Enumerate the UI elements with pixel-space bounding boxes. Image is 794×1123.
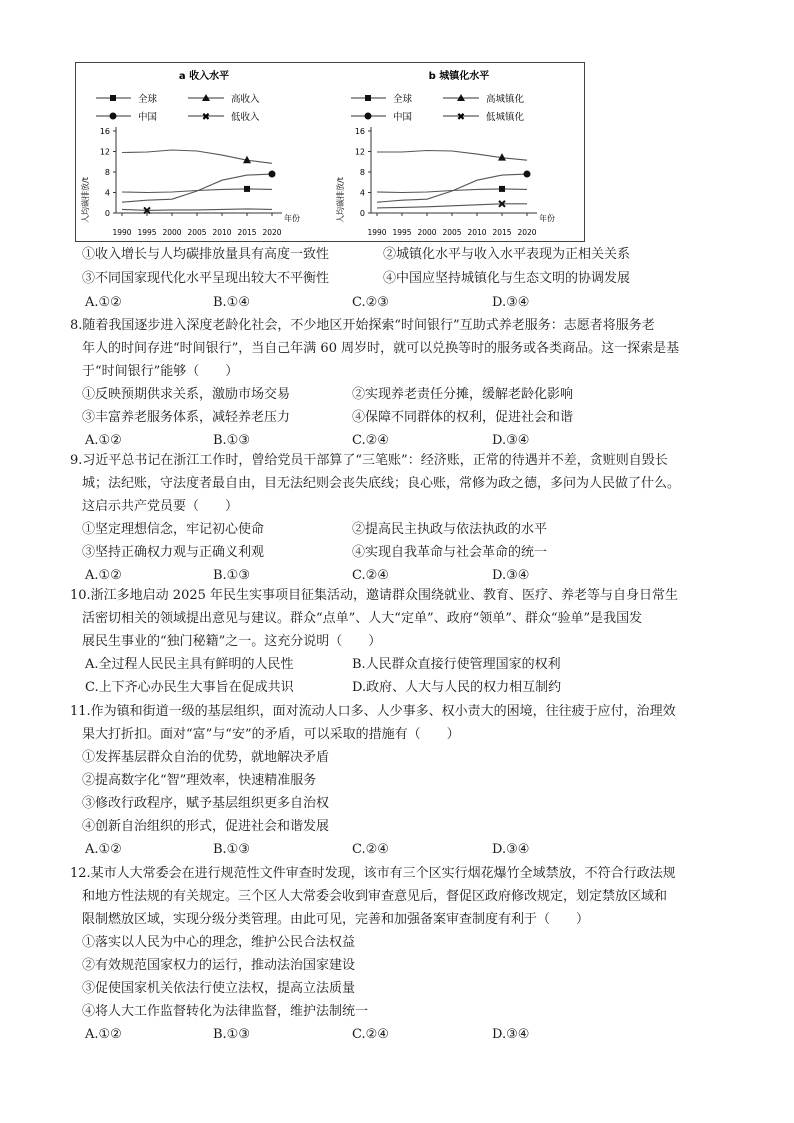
q7-option-a[interactable]: A.①② bbox=[85, 295, 122, 310]
legend-b-global: 全球 bbox=[393, 94, 413, 105]
y-tick-label: 8 bbox=[359, 168, 365, 177]
x-tick-label: 1990 bbox=[367, 228, 387, 237]
q9-option-a[interactable]: A.①② bbox=[85, 568, 122, 583]
q12-statement-3: ③促使国家机关依法行使立法权，提高立法质量 bbox=[82, 981, 356, 996]
chart-a-legend bbox=[96, 93, 260, 123]
q8-stem-line-1: 8.随着我国逐步进入深度老龄化社会，不少地区开始探索“时间银行”互助式养老服务：志愿者将服务老 bbox=[70, 318, 655, 333]
x-tick-label: 2015 bbox=[237, 228, 257, 237]
chart-b-legend bbox=[351, 93, 525, 123]
q10-stem-line-2: 活密切相关的领域提出意见与建议。群众“点单”、人大“定单”、政府“领单”、群众“验单”是我国发 bbox=[82, 611, 643, 626]
q9-statement-4: ④实现自我革命与社会革命的统一 bbox=[352, 545, 548, 560]
x-tick-label: 1995 bbox=[137, 228, 157, 237]
x-tick-label: 2000 bbox=[417, 228, 437, 237]
q12-stem-line-1: 12.某市人大常委会在进行规范性文件审查时发现，该市有三个区实行烟花爆竹全域禁放，不符合行政法规 bbox=[70, 866, 676, 881]
q8-option-a[interactable]: A.①② bbox=[85, 433, 122, 448]
q8-stem-line-2: 年人的时间存进“时间银行”，当自己年满 60 周岁时，就可以兑换等时的服务或各类商品。这一探索是基 bbox=[82, 341, 680, 356]
q12-stem-line-3: 限制燃放区域，实现分级分类管理。由此可见，完善和加强备案审查制度有利于（ ） bbox=[82, 912, 590, 927]
q10-stem-line-3: 展民生事业的“独门秘籍”之一。这充分说明（ ） bbox=[82, 634, 382, 649]
q8-statement-1: ①反映预期供求关系，激励市场交易 bbox=[82, 387, 291, 402]
q12-option-c[interactable]: C.②④ bbox=[352, 1027, 389, 1042]
y-tick-label: 16 bbox=[99, 127, 110, 136]
q12-statement-2: ②有效规范国家权力的运行，推动法治国家建设 bbox=[82, 958, 356, 973]
q7-option-c[interactable]: C.②③ bbox=[352, 295, 389, 310]
q11-statement-4: ④创新自治组织的形式，促进社会和谐发展 bbox=[82, 819, 330, 834]
q8-option-c[interactable]: C.②④ bbox=[352, 433, 389, 448]
x-tick-label: 2020 bbox=[517, 228, 537, 237]
x-tick-label: 1995 bbox=[392, 228, 412, 237]
y-tick-label: 12 bbox=[99, 147, 110, 157]
q9-statement-2: ②提高民主执政与依法执政的水平 bbox=[352, 522, 548, 537]
q11-statement-1: ①发挥基层群众自治的优势，就地解决矛盾 bbox=[82, 750, 330, 765]
q8-statement-4: ④保障不同群体的权利，促进社会和谐 bbox=[352, 410, 574, 425]
x-tick-label: 2005 bbox=[187, 228, 207, 237]
x-tick-label: 2010 bbox=[212, 228, 232, 237]
legend-a-china: 中国 bbox=[138, 112, 158, 123]
chart-b-title: b 城镇化水平 bbox=[428, 71, 490, 82]
y-tick-label: 4 bbox=[359, 188, 365, 198]
q12-option-b[interactable]: B.①③ bbox=[213, 1027, 250, 1042]
q8-statement-2: ②实现养老责任分摊，缓解老龄化影响 bbox=[352, 387, 574, 402]
x-tick-label: 2015 bbox=[492, 228, 512, 237]
marker-circle bbox=[269, 171, 276, 178]
q12-statement-1: ①落实以人民为中心的理念，维护公民合法权益 bbox=[82, 935, 356, 950]
q8-stem-line-3: 于“时间银行”能够（ ） bbox=[82, 364, 239, 379]
q8-statement-3: ③丰富养老服务体系，减轻养老压力 bbox=[82, 410, 291, 425]
q11-option-a[interactable]: A.①② bbox=[85, 842, 122, 857]
chart-b-ylabel: 人均碳排放/t bbox=[336, 177, 345, 223]
q7-statement-4: ④中国应坚持城镇化与生态文明的协调发展 bbox=[383, 271, 631, 286]
chart-b-xlabel: 年份 bbox=[539, 214, 555, 223]
carbon-emission-figure bbox=[75, 62, 585, 242]
legend-b-low: 低城镇化 bbox=[486, 112, 525, 123]
chart-b-urbanization bbox=[331, 63, 586, 241]
q11-stem-line-2: 果大打折扣。面对“富”与“安”的矛盾，可以采取的措施有（ ） bbox=[82, 727, 460, 742]
q7-option-d[interactable]: D.③④ bbox=[492, 295, 530, 310]
chart-a-income bbox=[76, 63, 331, 241]
q12-option-a[interactable]: A.①② bbox=[85, 1027, 122, 1042]
q12-option-d[interactable]: D.③④ bbox=[492, 1027, 530, 1042]
svg-text:✖: ✖ bbox=[201, 112, 211, 123]
legend-a-high: 高收入 bbox=[231, 94, 260, 105]
x-tick-label: 2010 bbox=[467, 228, 487, 237]
q9-stem-line-3: 这启示共产党员要（ ） bbox=[82, 499, 239, 514]
y-tick-label: 16 bbox=[354, 127, 365, 136]
q8-option-d[interactable]: D.③④ bbox=[492, 433, 530, 448]
svg-text:✖: ✖ bbox=[456, 112, 466, 123]
y-tick-label: 12 bbox=[354, 147, 365, 157]
y-tick-label: 0 bbox=[359, 209, 365, 218]
q9-statement-3: ③坚持正确权力观与正确义利观 bbox=[82, 545, 265, 560]
marker-circle bbox=[524, 171, 531, 178]
q9-option-c[interactable]: C.②④ bbox=[352, 568, 389, 583]
q9-option-b[interactable]: B.①③ bbox=[213, 568, 250, 583]
legend-b-high: 高城镇化 bbox=[486, 94, 525, 105]
y-tick-label: 8 bbox=[104, 168, 110, 177]
legend-b-china: 中国 bbox=[393, 112, 413, 123]
q11-statement-3: ③修改行政程序，赋予基层组织更多自治权 bbox=[82, 796, 330, 811]
q9-statement-1: ①坚定理想信念，牢记初心使命 bbox=[82, 522, 265, 537]
y-tick-label: 0 bbox=[104, 209, 110, 218]
q11-option-b[interactable]: B.①③ bbox=[213, 842, 250, 857]
q10-option-a[interactable]: A.全过程人民民主具有鲜明的人民性 bbox=[85, 657, 294, 672]
q11-stem-line-1: 11.作为镇和街道一级的基层组织，面对流动人口多、人少事多、权小责大的困境，往往疲于应付，治理效 bbox=[70, 704, 676, 719]
q10-option-d[interactable]: D.政府、人大与人民的权力相互制约 bbox=[352, 680, 562, 695]
chart-a-title: a 收入水平 bbox=[178, 71, 230, 82]
q11-option-d[interactable]: D.③④ bbox=[492, 842, 530, 857]
q7-statement-1: ①收入增长与人均碳排放量具有高度一致性 bbox=[82, 247, 330, 262]
x-tick-label: 2000 bbox=[162, 228, 182, 237]
q9-stem-line-1: 9.习近平总书记在浙江工作时，曾给党员干部算了“三笔账”：经济账，正常的待遇并不差，贪赃则自毁长 bbox=[70, 453, 668, 468]
y-tick-label: 4 bbox=[104, 188, 110, 198]
q7-statement-3: ③不同国家现代化水平呈现出较大不平衡性 bbox=[82, 271, 330, 286]
legend-a-global: 全球 bbox=[138, 94, 158, 105]
chart-a-xlabel: 年份 bbox=[284, 214, 300, 223]
q7-statement-2: ②城镇化水平与收入水平表现为正相关关系 bbox=[383, 247, 631, 262]
marker-square bbox=[499, 186, 505, 192]
q10-option-b[interactable]: B.人民群众直接行使管理国家的权利 bbox=[352, 657, 561, 672]
marker-square bbox=[244, 186, 250, 192]
q11-statement-2: ②提高数字化“智”理效率，快速精准服务 bbox=[82, 773, 317, 788]
q10-stem-line-1: 10.浙江多地启动 2025 年民生实事项目征集活动，邀请群众围绕就业、教育、医疗、养老等与自身日常生 bbox=[70, 588, 679, 603]
q12-statement-4: ④将人大工作监督转化为法律监督，维护法制统一 bbox=[82, 1004, 369, 1019]
q8-option-b[interactable]: B.①③ bbox=[213, 433, 250, 448]
q11-option-c[interactable]: C.②④ bbox=[352, 842, 389, 857]
q9-option-d[interactable]: D.③④ bbox=[492, 568, 530, 583]
q12-stem-line-2: 和地方性法规的有关规定。三个区人大常委会收到审查意见后，督促区政府修改规定，划定禁放区域和 bbox=[82, 889, 668, 904]
x-tick-label: 1990 bbox=[112, 228, 132, 237]
x-tick-label: 2020 bbox=[262, 228, 282, 237]
x-tick-label: 2005 bbox=[442, 228, 462, 237]
q7-option-b[interactable]: B.①④ bbox=[213, 295, 250, 310]
q10-option-c[interactable]: C.上下齐心办民生大事旨在促成共识 bbox=[85, 680, 294, 695]
q9-stem-line-2: 城；法纪账，守法度者最自由，目无法纪则会丧失底线；良心账，常修为政之德，多问为人民做了什么。 bbox=[82, 476, 681, 491]
chart-a-ylabel: 人均碳排放/t bbox=[81, 177, 90, 223]
legend-a-low: 低收入 bbox=[231, 112, 260, 123]
